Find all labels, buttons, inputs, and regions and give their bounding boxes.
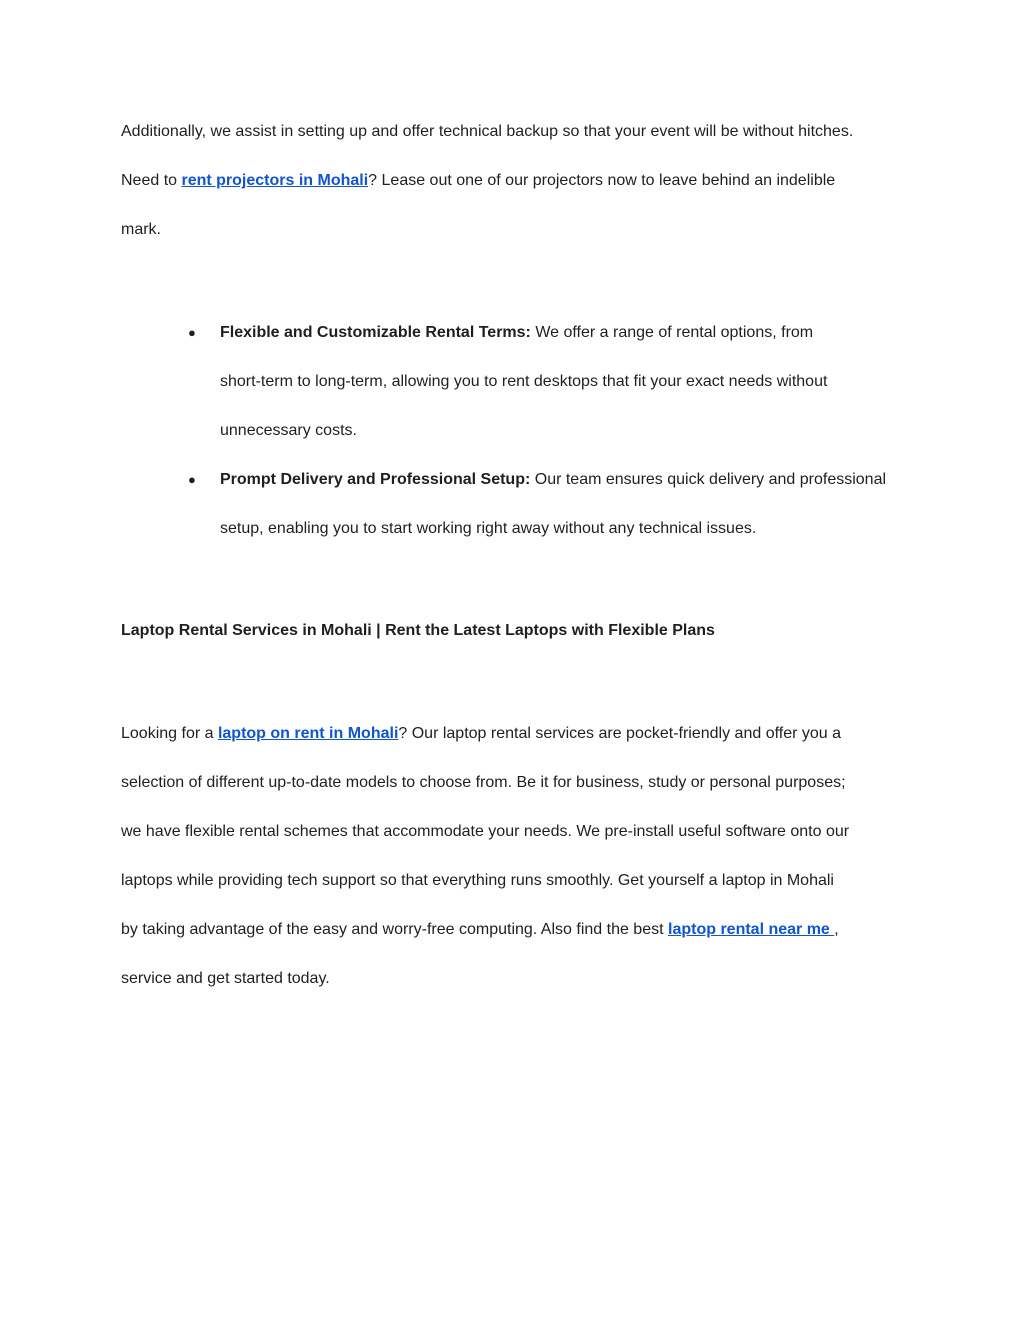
bullet-1-line-1 bbox=[220, 323, 813, 343]
laptop-rental-near-me-link[interactable]: laptop rental near me bbox=[668, 921, 835, 938]
paragraph-text: Looking for a bbox=[121, 725, 218, 742]
paragraph-text: ? Our laptop rental services are pocket-friendly and offer you a bbox=[398, 725, 841, 742]
paragraph-line-5 bbox=[121, 920, 839, 940]
paragraph-text: service and get started today. bbox=[121, 970, 330, 987]
heading-text: Laptop Rental Services in Mohali | Rent the Latest Laptops with Flexible Plans bbox=[121, 622, 715, 639]
bullet-text: unnecessary costs. bbox=[220, 422, 357, 439]
bullet-text: short-term to long-term, allowing you to rent desktops that fit your exact needs without bbox=[220, 373, 828, 390]
bullet-2-line-2 bbox=[220, 519, 756, 539]
intro-line-3 bbox=[121, 220, 161, 240]
paragraph-line-2 bbox=[121, 773, 846, 793]
paragraph-text: , bbox=[834, 921, 839, 938]
intro-line-1 bbox=[121, 122, 853, 142]
bullet-title: Prompt Delivery and Professional Setup: bbox=[220, 471, 531, 488]
rent-projectors-link[interactable]: rent projectors in Mohali bbox=[181, 172, 369, 189]
intro-line-2 bbox=[121, 171, 835, 191]
paragraph-text: laptops while providing tech support so that everything runs smoothly. Get yourself a laptop in Mohali bbox=[121, 872, 834, 889]
paragraph-line-4 bbox=[121, 871, 834, 891]
paragraph-line-1 bbox=[121, 724, 841, 744]
bullet-1-line-3 bbox=[220, 421, 357, 441]
bullet-1-line-2 bbox=[220, 372, 827, 392]
paragraph-line-6 bbox=[121, 969, 330, 989]
bullet-text: We offer a range of rental options, from bbox=[530, 324, 814, 341]
intro-text: Additionally, we assist in setting up and offer technical backup so that your event will be without hitches. bbox=[121, 123, 854, 140]
bullet-title: Flexible and Customizable Rental Terms: bbox=[220, 324, 531, 341]
paragraph-line-3 bbox=[121, 822, 849, 842]
bullet-text: Our team ensures quick delivery and professional bbox=[530, 471, 887, 488]
paragraph-text: selection of different up-to-date models to choose from. Be it for business, study or personal purposes; bbox=[121, 774, 846, 791]
intro-text: ? Lease out one of our projectors now to leave behind an indelible bbox=[368, 172, 836, 189]
bullet-icon: ● bbox=[188, 472, 196, 487]
intro-text: Need to bbox=[121, 172, 182, 189]
section-heading bbox=[121, 621, 715, 641]
bullet-2-line-1 bbox=[220, 470, 886, 490]
paragraph-text: by taking advantage of the easy and worry-free computing. Also find the best bbox=[121, 921, 668, 938]
intro-text: mark. bbox=[121, 221, 161, 238]
laptop-on-rent-link[interactable]: laptop on rent in Mohali bbox=[217, 725, 399, 742]
bullet-icon: ● bbox=[188, 325, 196, 340]
paragraph-text: we have flexible rental schemes that accommodate your needs. We pre-install useful software onto our bbox=[121, 823, 850, 840]
bullet-text: setup, enabling you to start working right away without any technical issues. bbox=[220, 520, 757, 537]
